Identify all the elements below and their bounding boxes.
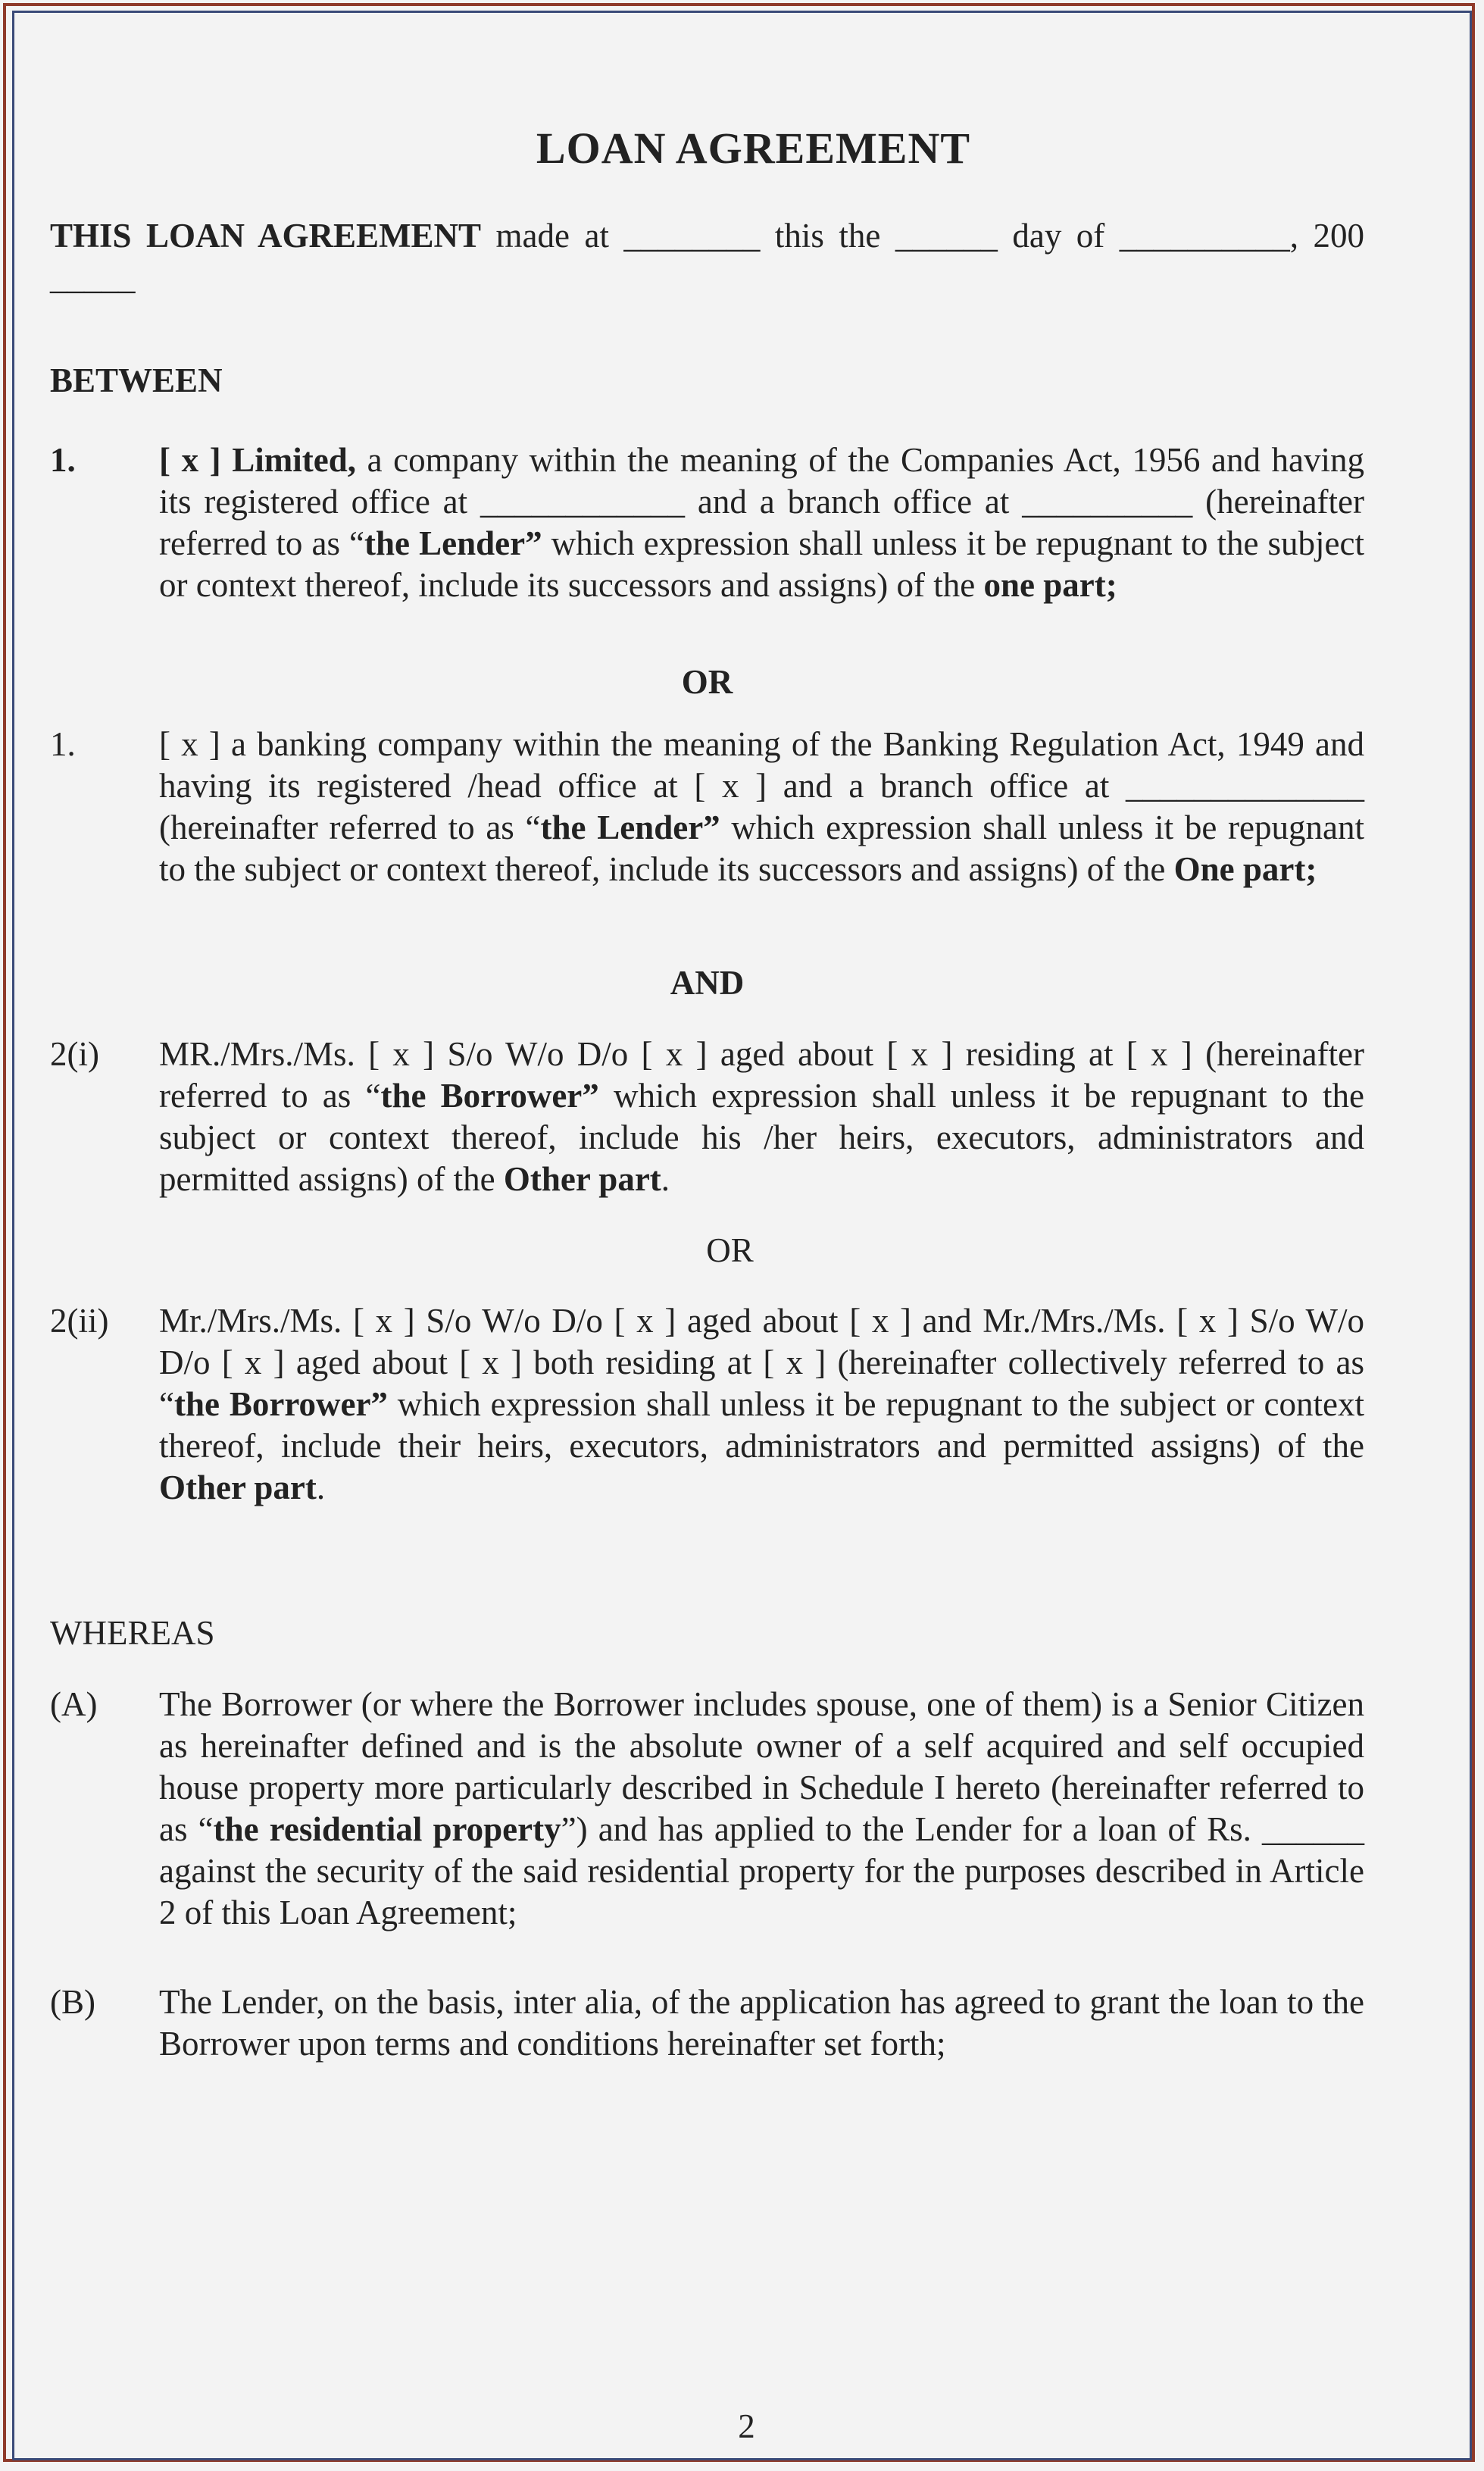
defined-term: the Lender” — [540, 809, 720, 846]
text-run: which expression shall unless it be repugnant to the subject or context thereof, include his /her heirs, executors, administrators and permitted assigns) of the — [159, 1077, 1365, 1198]
text-run: a company within the meaning of the Companies Act, 1956 and having its registered office at ____________ and a branch office at __________ (hereinafter referred to as “ — [159, 441, 1365, 562]
recital-a — [50, 1684, 1364, 1934]
or-separator-2: OR — [706, 1231, 754, 1269]
clause-text — [159, 1034, 1364, 1200]
recital-b — [50, 1981, 1364, 2065]
clause-number: 2(i) — [50, 1035, 99, 1073]
intro-lead: THIS LOAN AGREEMENT — [50, 217, 482, 255]
or-separator-1: OR — [681, 663, 733, 701]
recital-text — [159, 1684, 1364, 1934]
text-run: . — [316, 1469, 326, 1506]
text-run: The Lender, on the basis, inter alia, of the application has agreed to grant the loan to the Borrower upon terms and conditions hereinafter set forth; — [159, 1983, 1364, 2063]
text-run: . — [661, 1160, 670, 1198]
clause-text — [159, 439, 1364, 606]
party-1-clause — [50, 439, 1364, 606]
part-term: Other part — [503, 1160, 661, 1198]
recital-text — [159, 1981, 1364, 2065]
text-run: ”) and has applied to the Lender for a loan of Rs. ______ against the security of the said residential property for the purposes described in Article 2 of this Loan Agreement; — [159, 1810, 1364, 1931]
defined-term: the Lender” — [364, 524, 542, 562]
recital-number: (A) — [50, 1685, 98, 1723]
text-run: which expression shall unless it be repugnant to the subject or context thereof, include its successors and assigns) of the — [159, 524, 1365, 604]
recital-number: (B) — [50, 1983, 95, 2021]
clause-text — [159, 1300, 1364, 1509]
clause-number: 2(ii) — [50, 1302, 109, 1340]
clause-number: 1. — [50, 725, 76, 763]
defined-term: the Borrower” — [380, 1077, 599, 1115]
text-run: which expression shall unless it be repugnant to the subject or context thereof, include its successors and assigns) of the — [159, 809, 1364, 888]
defined-term: the residential property — [213, 1810, 561, 1848]
and-separator: AND — [670, 964, 745, 1002]
between-heading: BETWEEN — [50, 361, 223, 399]
intro-paragraph — [50, 215, 1364, 299]
intro-rest: made at ________ this the ______ day of __________, 200 _____ — [50, 217, 1364, 296]
document-title: LOAN AGREEMENT — [536, 124, 971, 173]
text-run: Mr./Mrs./Ms. [ x ] S/o W/o D/o [ x ] aged about [ x ] and Mr./Mrs./Ms. [ x ] S/o W/o D/o [ x ] aged about [ x ] both residing at [ x ] (hereinafter collectively referred to as “ — [159, 1302, 1364, 1423]
text-run: The Borrower (or where the Borrower includes spouse, one of them) is a Senior Citizen as hereinafter defined and is the absolute owner of a self acquired and self occupied house property more particularly described in Schedule I hereto (hereinafter referred to as “ — [159, 1685, 1364, 1848]
text-run: [ x ] a banking company within the meaning of the Banking Regulation Act, 1949 and having its registered /head office at [ x ] and a branch office at ______________ (hereinafter referred to as “ — [159, 725, 1364, 846]
party-1-alt-clause — [50, 724, 1364, 890]
text-run: which expression shall unless it be repugnant to the subject or context thereof, include their heirs, executors, administrators and permitted assigns) of the — [159, 1385, 1365, 1465]
clause-text — [159, 724, 1364, 890]
defined-term: the Borrower” — [173, 1385, 388, 1423]
part-term: one part; — [983, 566, 1117, 604]
whereas-heading: WHEREAS — [50, 1614, 215, 1652]
party-2ii-clause — [50, 1300, 1364, 1509]
clause-number: 1. — [50, 441, 76, 479]
party-2i-clause — [50, 1034, 1364, 1200]
part-term: One part; — [1173, 850, 1317, 888]
page-number: 2 — [738, 2407, 755, 2445]
part-term: Other part — [159, 1469, 317, 1506]
lender-name: [ x ] Limited, — [159, 441, 356, 479]
text-run: MR./Mrs./Ms. [ x ] S/o W/o D/o [ x ] aged about [ x ] residing at [ x ] (hereinafter referred to as “ — [159, 1035, 1364, 1115]
